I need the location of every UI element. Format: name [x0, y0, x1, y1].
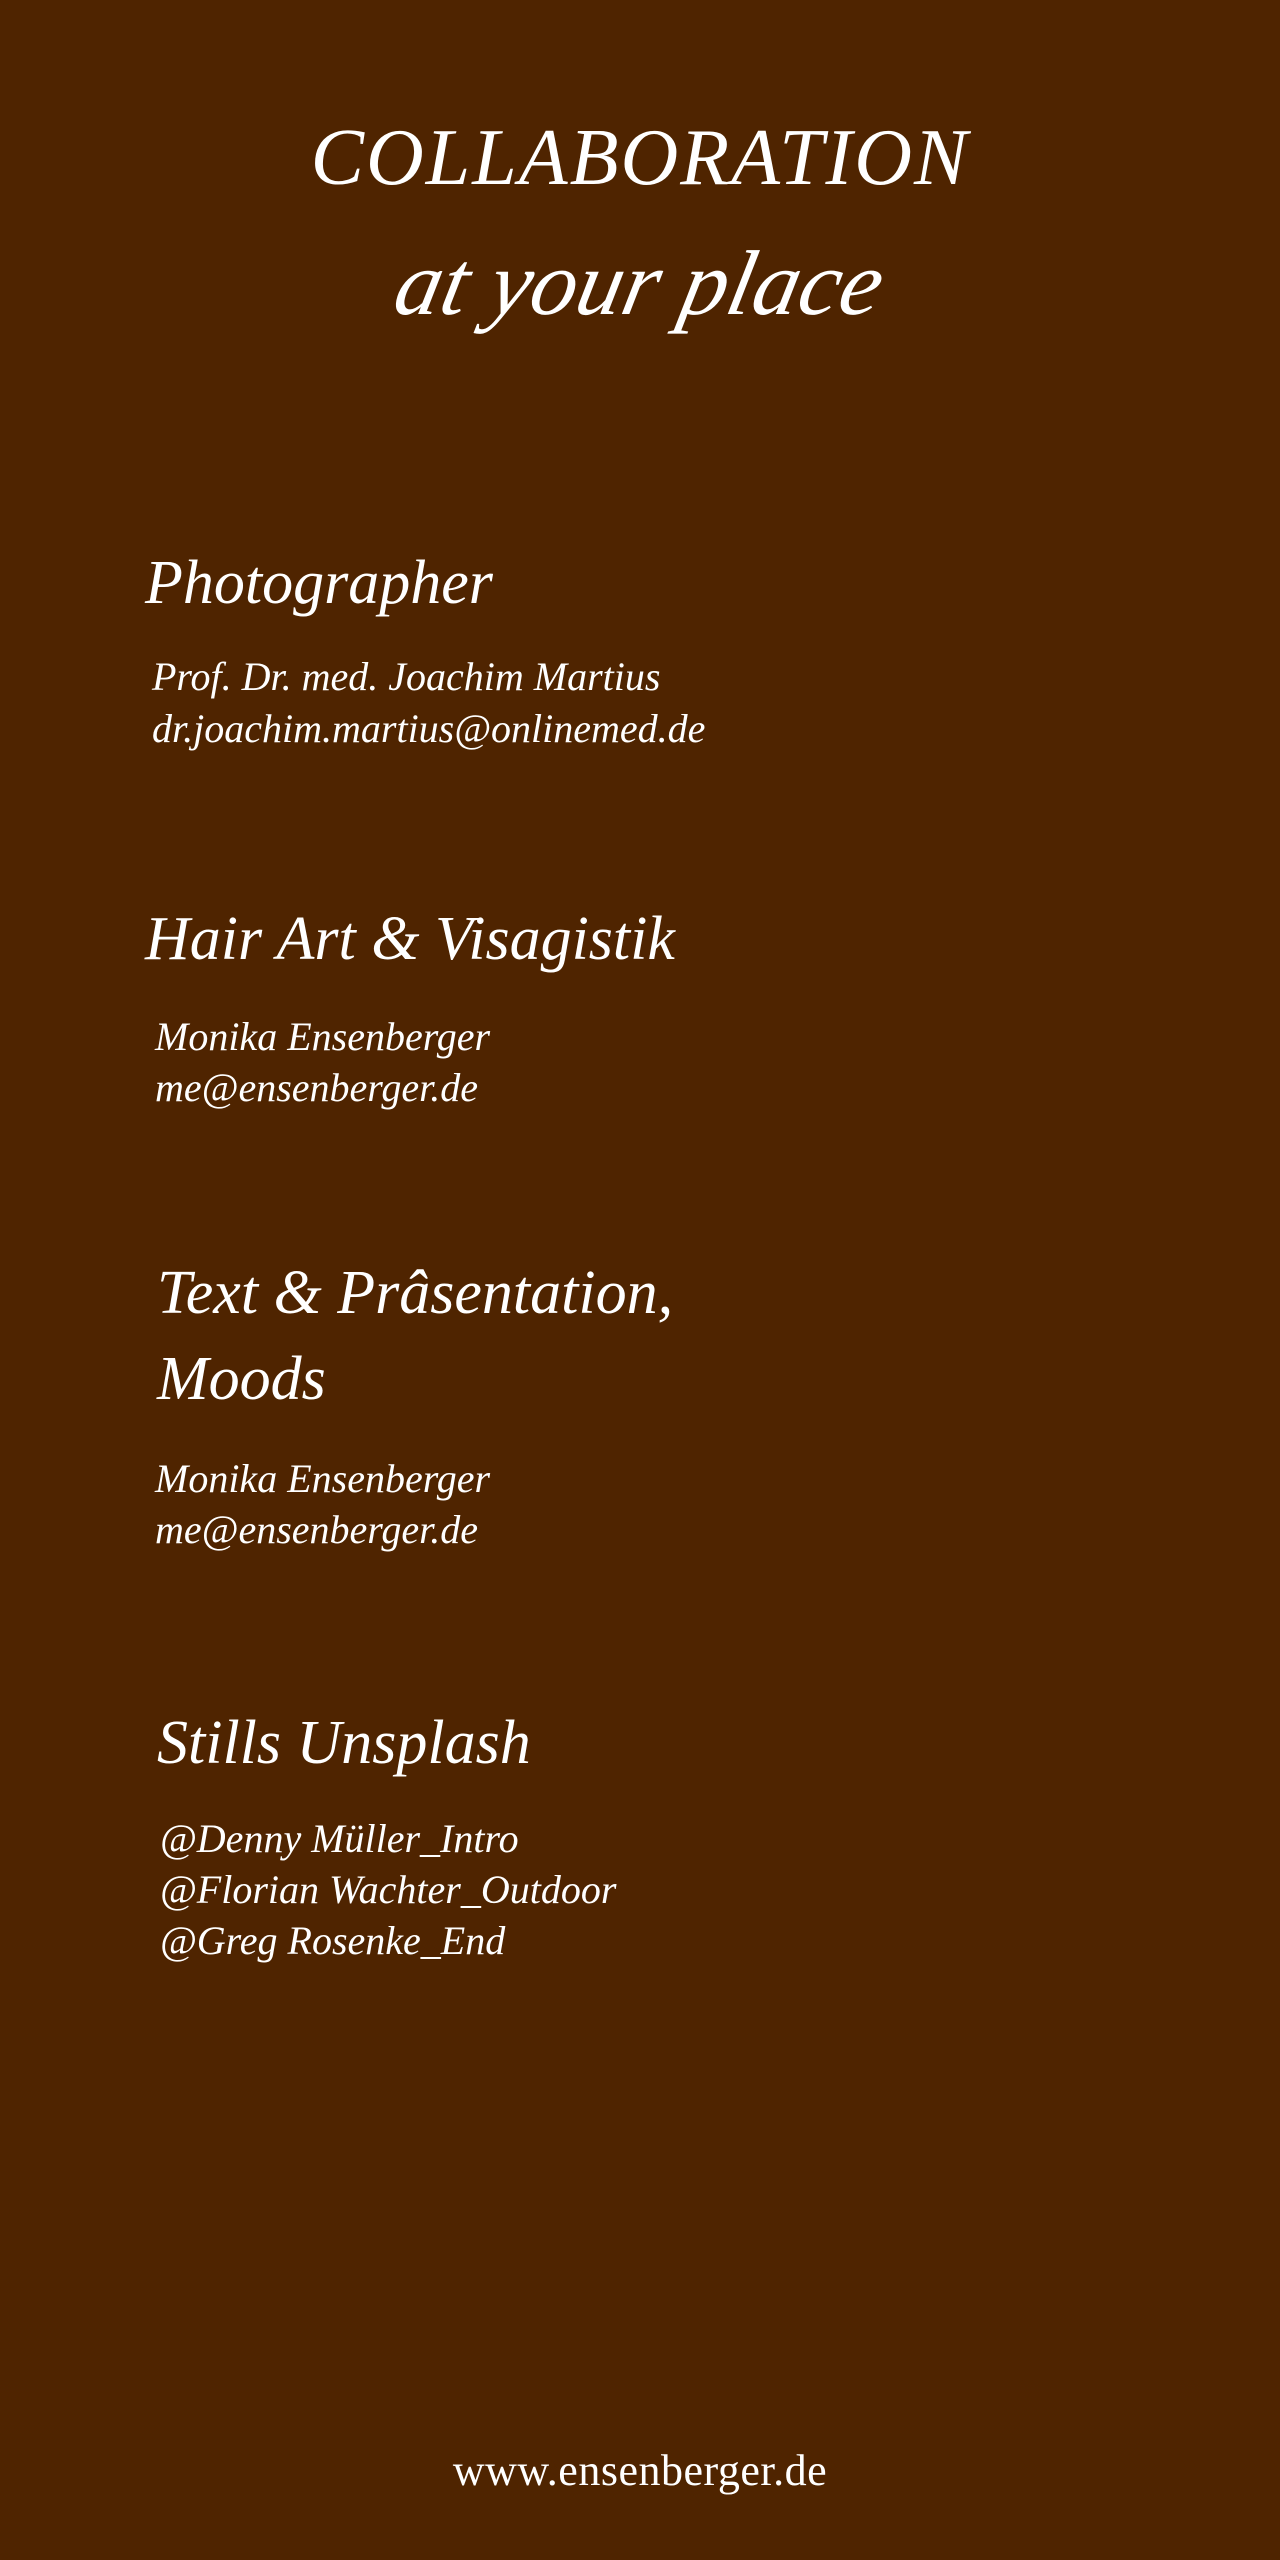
- credit-item: @Greg Rosenke_End: [160, 1918, 506, 1963]
- contact-name: Prof. Dr. med. Joachim Martius: [152, 654, 661, 699]
- section-heading-line2: Moods: [157, 1345, 326, 1413]
- credit-item: @Denny Müller_Intro: [160, 1816, 519, 1861]
- contact-name: Monika Ensenberger: [155, 1456, 491, 1501]
- contact-email[interactable]: me@ensenberger.de: [155, 1065, 478, 1110]
- page-title: COLLABORATION: [310, 114, 970, 202]
- section-heading: Stills Unsplash: [157, 1709, 531, 1777]
- contact-name: Monika Ensenberger: [155, 1014, 491, 1059]
- website-link[interactable]: www.ensenberger.de: [452, 2446, 828, 2495]
- section-heading-line1: Text & Prâsentation,: [157, 1259, 674, 1327]
- section-heading: Hair Art & Visagistik: [145, 905, 675, 973]
- page-subtitle: at your place: [386, 232, 894, 334]
- section-heading: Photographer: [145, 549, 493, 617]
- credit-item: @Florian Wachter_Outdoor: [160, 1867, 617, 1912]
- contact-email[interactable]: dr.joachim.martius@onlinemed.de: [152, 706, 706, 751]
- contact-email[interactable]: me@ensenberger.de: [155, 1507, 478, 1552]
